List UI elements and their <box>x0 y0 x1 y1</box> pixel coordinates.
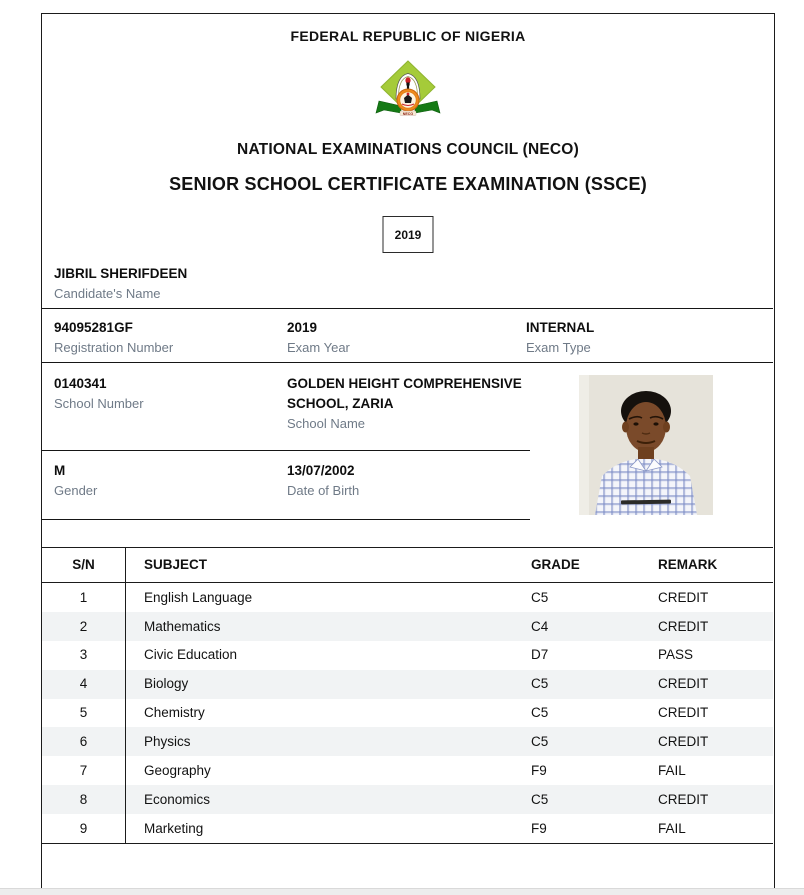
school-number-field <box>54 374 144 414</box>
school-number-value: 0140341 <box>54 376 107 391</box>
header-remark: REMARK <box>658 557 718 573</box>
cell-remark: CREDIT <box>658 676 709 692</box>
header-grade: GRADE <box>531 557 580 573</box>
cell-grade: C5 <box>531 734 549 750</box>
cell-remark: CREDIT <box>658 705 709 721</box>
school-name-label: School Name <box>287 416 366 431</box>
certificate-document <box>41 13 775 888</box>
registration-number-field <box>54 318 173 358</box>
candidate-photo <box>579 375 713 515</box>
gender-field <box>54 461 97 501</box>
page-bottom-strip <box>0 888 804 895</box>
divider-line <box>42 450 530 451</box>
gender-value: M <box>54 463 66 478</box>
header-sn: S/N <box>42 548 126 582</box>
table-row <box>42 583 773 612</box>
exam-year-label: Exam Year <box>287 340 350 355</box>
cell-grade: F9 <box>531 763 547 779</box>
cell-remark: CREDIT <box>658 734 709 750</box>
date-of-birth-label: Date of Birth <box>287 483 360 498</box>
cell-grade: C5 <box>531 791 549 807</box>
cell-subject: Chemistry <box>144 705 205 721</box>
exam-year-value: 2019 <box>287 320 318 335</box>
cell-sn: 6 <box>42 727 126 756</box>
candidate-name-value: JIBRIL SHERIFDEEN <box>54 266 188 281</box>
cell-remark: FAIL <box>658 820 686 836</box>
table-row <box>42 612 773 641</box>
cell-sn: 5 <box>42 699 126 728</box>
cell-sn: 8 <box>42 785 126 814</box>
table-row <box>42 641 773 670</box>
school-number-label: School Number <box>54 396 144 411</box>
cell-subject: Economics <box>144 791 211 807</box>
divider-line <box>42 362 773 363</box>
cell-remark: PASS <box>658 647 694 663</box>
candidate-name-label: Candidate's Name <box>54 286 161 301</box>
header-subject: SUBJECT <box>144 557 208 573</box>
cell-subject: Biology <box>144 676 189 692</box>
cell-sn: 1 <box>42 583 126 612</box>
cell-grade: C5 <box>531 589 549 605</box>
cell-grade: C4 <box>531 618 549 634</box>
exam-title: SENIOR SCHOOL CERTIFICATE EXAMINATION (SSCE) <box>169 174 647 194</box>
council-title: NATIONAL EXAMINATIONS COUNCIL (NECO) <box>237 141 579 158</box>
gender-label: Gender <box>54 483 98 498</box>
cell-sn: 4 <box>42 670 126 699</box>
exam-year-badge-text: 2019 <box>394 227 422 242</box>
school-name-value: GOLDEN HEIGHT COMPREHENSIVE SCHOOL, ZARIA <box>287 376 522 411</box>
cell-subject: Marketing <box>144 820 204 836</box>
table-row <box>42 785 773 814</box>
exam-type-field <box>526 318 594 358</box>
cell-subject: Civic Education <box>144 647 238 663</box>
divider-line <box>42 519 530 520</box>
table-row <box>42 727 773 756</box>
cell-grade: F9 <box>531 820 547 836</box>
cell-sn: 7 <box>42 756 126 785</box>
cell-sn: 2 <box>42 612 126 641</box>
exam-type-label: Exam Type <box>526 340 591 355</box>
exam-year-badge <box>383 216 434 253</box>
cell-sn: 3 <box>42 641 126 670</box>
exam-year-field <box>287 318 350 358</box>
cell-grade: D7 <box>531 647 549 663</box>
divider-line <box>42 308 773 309</box>
date-of-birth-value: 13/07/2002 <box>287 463 355 478</box>
cell-subject: Geography <box>144 763 211 779</box>
cell-remark: CREDIT <box>658 791 709 807</box>
table-row <box>42 756 773 785</box>
cell-subject: English Language <box>144 589 253 605</box>
cell-sn: 9 <box>42 814 126 843</box>
registration-number-label: Registration Number <box>54 340 174 355</box>
cell-remark: CREDIT <box>658 589 709 605</box>
table-row <box>42 670 773 699</box>
svg-text:NECO: NECO <box>402 111 414 116</box>
school-name-field <box>287 374 522 434</box>
cell-subject: Physics <box>144 734 191 750</box>
results-table <box>42 547 773 844</box>
registration-number-value: 94095281GF <box>54 320 133 335</box>
cell-grade: C5 <box>531 705 549 721</box>
table-row <box>42 814 773 843</box>
cell-remark: CREDIT <box>658 618 709 634</box>
results-table-header <box>42 547 773 583</box>
date-of-birth-field <box>287 461 359 501</box>
table-row <box>42 699 773 728</box>
country-title: FEDERAL REPUBLIC OF NIGERIA <box>290 28 526 44</box>
results-table-body <box>42 583 773 843</box>
cell-remark: FAIL <box>658 763 686 779</box>
neco-emblem-icon <box>375 60 441 122</box>
cell-subject: Mathematics <box>144 618 221 634</box>
cell-grade: C5 <box>531 676 549 692</box>
exam-type-value: INTERNAL <box>526 320 595 335</box>
candidate-name-field <box>54 264 187 304</box>
